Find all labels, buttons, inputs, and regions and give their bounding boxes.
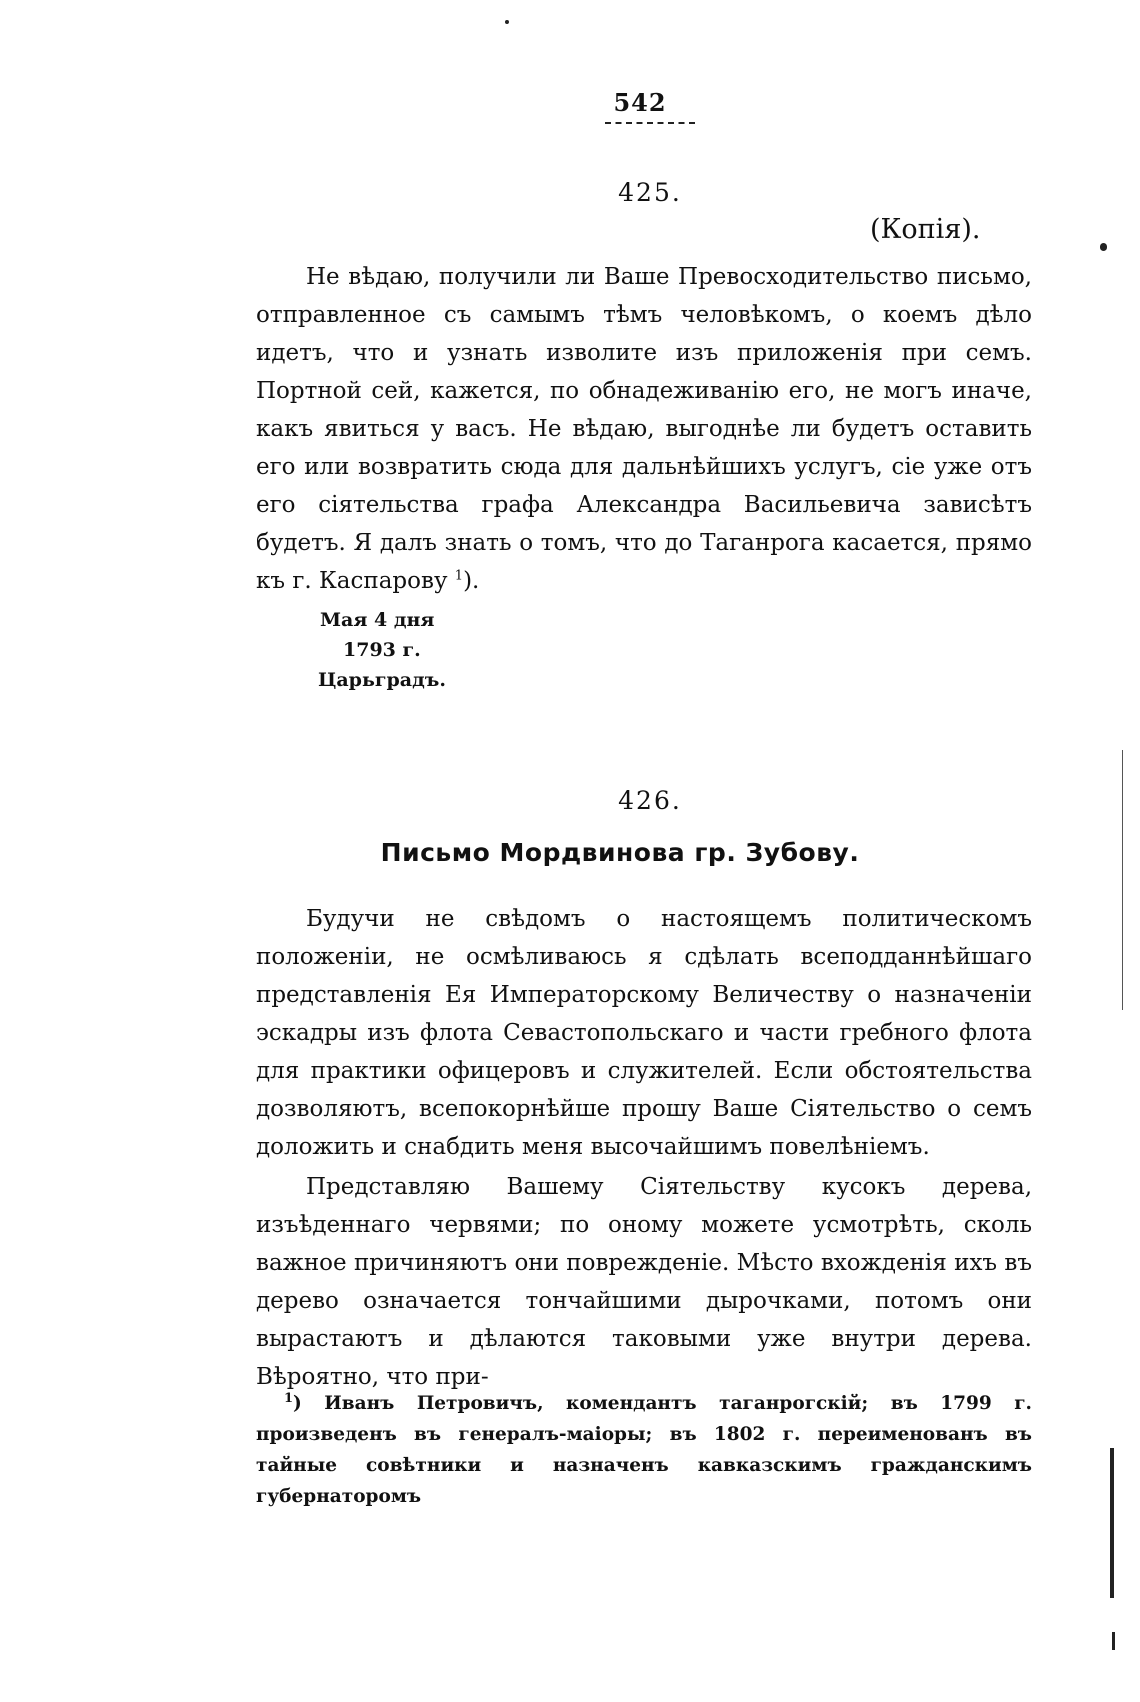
footnote-reference: 1 <box>454 568 464 584</box>
page-number-rule <box>605 122 695 124</box>
letter-426-paragraph-2: Представляю Вашему Сіятельству кусокъ дерева, изъѣденнаго червями; по оному можете усмотрѣть, сколь важное причиняютъ они поврежденіе. Мѣсто вхожденія ихъ въ дерево означается тончайшими дырочками, потомъ они вырастаютъ и дѣлаются таковыми уже внутри дерева. Вѣроятно, что при- <box>256 1174 1032 1390</box>
scan-speck <box>505 20 509 24</box>
footnote-text: ) Иванъ Петровичъ, комендантъ таганрогскій; въ 1799 г. произведенъ въ генералъ-маіоры; въ 1802 г. переименованъ въ тайные совѣтники и назначенъ кавказскимъ гражданскимъ губернаторомъ <box>256 1393 1032 1507</box>
letter-title: Письмо Мордвинова гр. Зубову. <box>380 838 860 867</box>
letter-425-closing: ). <box>463 568 480 594</box>
scan-edge-line <box>1122 750 1123 1010</box>
signature-year: 1793 г. <box>343 639 421 661</box>
footnote-marker: 1 <box>284 1390 294 1406</box>
copy-mark: (Копія). <box>870 214 981 245</box>
letter-425-text <box>256 258 1032 600</box>
letter-425-body: Не вѣдаю, получили ли Ваше Превосходительство письмо, отправленное съ самымъ тѣмъ человѣкомъ, о коемъ дѣло идетъ, что и узнать изволите изъ приложенія при семъ. Портной сей, кажется, по обнадеживанію его, не могъ иначе, какъ явиться у васъ. Не вѣдаю, выгоднѣе ли будетъ оставить его или возвратить сюда для дальнѣйшихъ услугъ, сіе уже отъ его сіятельства графа Александра Васильевича зависѣтъ будетъ. Я далъ знать о томъ, что до Таганрога касается, прямо къ г. Каспарову <box>256 264 1032 594</box>
letter-426-paragraph-1: Будучи не свѣдомъ о настоящемъ политическомъ положеніи, не осмѣливаюсь я сдѣлать всеподданнѣйшаго представленія Ея Императорскому Величеству о назначеніи эскадры изъ флота Севастопольскаго и части гребного флота для практики офицеровъ и служителей. Если обстоятельства дозволяютъ, всепокорнѣйше прошу Ваше Сіятельство о семъ доложить и снабдить меня высочайшимъ повелѣніемъ. <box>256 906 1032 1160</box>
signature-place: Царьградъ. <box>318 669 446 691</box>
page-number: 542 <box>613 88 667 117</box>
scan-speck <box>1100 243 1107 251</box>
document-number-425: 425. <box>618 178 682 207</box>
scan-edge-mark <box>1110 1448 1114 1598</box>
footnote <box>256 1388 1032 1512</box>
signature-date: Мая 4 дня <box>320 609 435 631</box>
scan-edge-mark <box>1112 1632 1115 1650</box>
document-number-426: 426. <box>618 786 682 815</box>
